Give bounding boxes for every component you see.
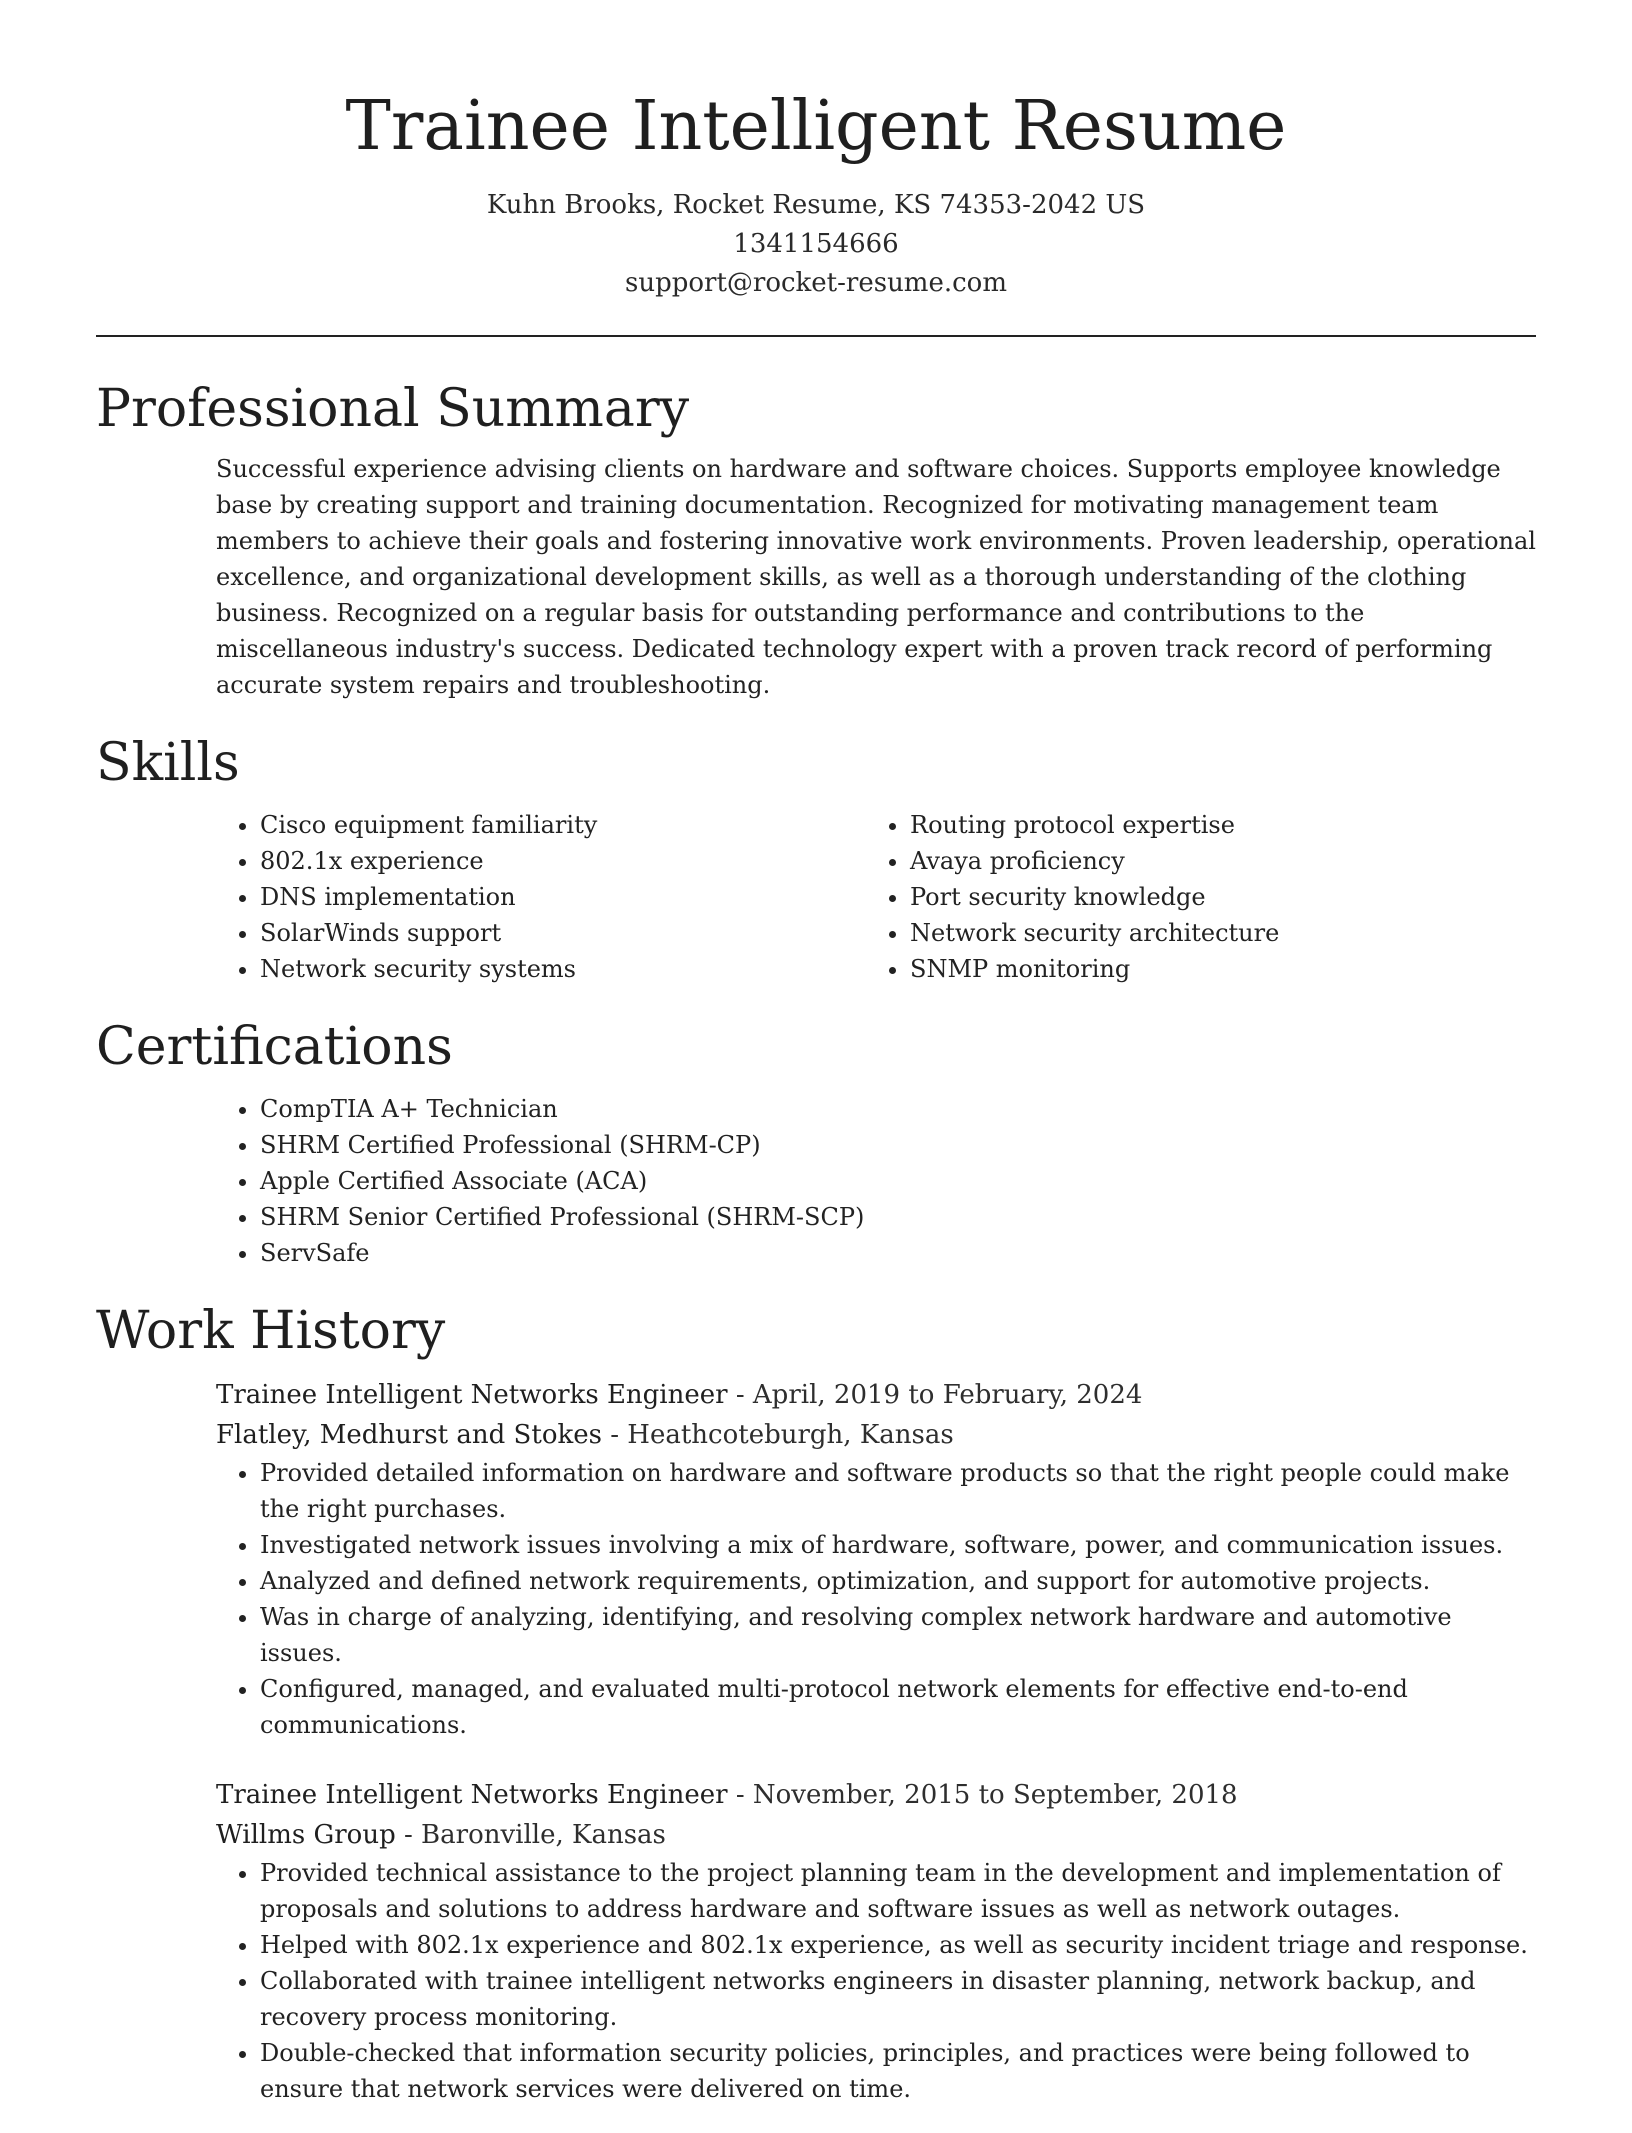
- work-history-section: [96, 1297, 1536, 2107]
- list-item: • Configured, managed, and evaluated multi-protocol network elements for effective end-to-end communications.: [260, 1671, 1536, 1743]
- job-entry: [216, 1775, 1536, 2107]
- list-item: • Network security architecture: [910, 915, 1516, 951]
- certifications-body: [216, 1091, 1536, 1271]
- list-item: • 802.1x experience: [260, 843, 866, 879]
- skills-grid: [216, 807, 1536, 987]
- certifications-heading: Certifications: [96, 1017, 453, 1077]
- job-title: Trainee Intelligent Networks Engineer: [216, 1380, 728, 1410]
- job-separator: -: [601, 1420, 628, 1450]
- list-item: • SHRM Certified Professional (SHRM-CP): [260, 1127, 1536, 1163]
- job-location: Baronville, Kansas: [421, 1820, 666, 1850]
- skills-list-left: [216, 807, 866, 987]
- certifications-list: [216, 1091, 1536, 1271]
- list-item: • SHRM Senior Certified Professional (SHRM-SCP): [260, 1199, 1536, 1235]
- resume-header: [96, 0, 1536, 303]
- summary-heading: Professional Summary: [96, 379, 690, 439]
- skills-list-right: [866, 807, 1516, 987]
- list-item: • Helped with 802.1x experience and 802.1x experience, as well as security incident triage and response.: [260, 1927, 1536, 1963]
- job-company: Flatley, Medhurst and Stokes: [216, 1420, 602, 1450]
- contact-address: Kuhn Brooks, Rocket Resume, KS 74353-2042 US: [486, 190, 1146, 220]
- skills-heading: Skills: [96, 733, 240, 793]
- job-duties-list: [216, 1855, 1536, 2107]
- list-item: • CompTIA A+ Technician: [260, 1091, 1536, 1127]
- job-company-line: [216, 1815, 1536, 1855]
- list-item: • Cisco equipment familiarity: [260, 807, 866, 843]
- list-item: • Routing protocol expertise: [910, 807, 1516, 843]
- list-item: • Network security systems: [260, 951, 866, 987]
- job-duties-list: [216, 1455, 1536, 1743]
- job-title: Trainee Intelligent Networks Engineer: [216, 1780, 728, 1810]
- list-item: • Double-checked that information security policies, principles, and practices were being followed to ensure that network services were delivered on time.: [260, 2035, 1536, 2107]
- contact-phone: 1341154666: [733, 229, 899, 259]
- list-item: • Investigated network issues involving a mix of hardware, software, power, and communication issues.: [260, 1527, 1536, 1563]
- job-separator: -: [395, 1820, 422, 1850]
- list-item: • SolarWinds support: [260, 915, 866, 951]
- work-history-body: [216, 1375, 1536, 2107]
- work-history-heading: Work History: [96, 1301, 446, 1361]
- job-entry: [216, 1375, 1536, 1743]
- job-title-line: [216, 1375, 1536, 1415]
- list-item: • Port security knowledge: [910, 879, 1516, 915]
- header-divider: [96, 335, 1536, 337]
- summary-section: [96, 375, 1536, 703]
- summary-text: Successful experience advising clients on hardware and software choices. Supports employee knowledge base by creating support and training documentation. Recognized for motivating management team members to achieve their goals and fostering innovative work environments. Proven leadership, operational excellence, and organizational development skills, as well as a thorough understanding of the clothing business. Recognized on a regular basis for outstanding performance and contributions to the miscellaneous industry's success. Dedicated technology expert with a proven track record of performing accurate system repairs and troubleshooting.: [216, 455, 1536, 699]
- list-item: • ServSafe: [260, 1235, 1536, 1271]
- skills-column-right: [866, 807, 1516, 987]
- skills-section: [96, 729, 1536, 987]
- job-location: Heathcoteburgh, Kansas: [627, 1420, 954, 1450]
- job-dates: April, 2019 to February, 2024: [752, 1380, 1143, 1410]
- certifications-section: [96, 1013, 1536, 1271]
- job-title-line: [216, 1775, 1536, 1815]
- list-item: • Collaborated with trainee intelligent networks engineers in disaster planning, network backup, and recovery process monitoring.: [260, 1963, 1536, 2035]
- list-item: • SNMP monitoring: [910, 951, 1516, 987]
- list-item: • DNS implementation: [260, 879, 866, 915]
- list-item: • Avaya proficiency: [910, 843, 1516, 879]
- job-dates: November, 2015 to September, 2018: [752, 1780, 1238, 1810]
- resume-page: [96, 0, 1536, 2133]
- summary-body: [216, 451, 1536, 703]
- job-separator: -: [727, 1380, 753, 1410]
- resume-name: Trainee Intelligent Resume: [345, 87, 1287, 166]
- list-item: • Analyzed and defined network requirements, optimization, and support for automotive projects.: [260, 1563, 1536, 1599]
- list-item: • Apple Certified Associate (ACA): [260, 1163, 1536, 1199]
- skills-column-left: [216, 807, 866, 987]
- job-company-line: [216, 1415, 1536, 1455]
- list-item: • Was in charge of analyzing, identifying, and resolving complex network hardware and automotive issues.: [260, 1599, 1536, 1671]
- job-separator: -: [727, 1780, 753, 1810]
- job-company: Willms Group: [216, 1820, 396, 1850]
- contact-email: support@rocket-resume.com: [624, 268, 1007, 298]
- list-item: • Provided detailed information on hardware and software products so that the right people could make the right purchases.: [260, 1455, 1536, 1527]
- list-item: • Provided technical assistance to the project planning team in the development and implementation of proposals and solutions to address hardware and software issues as well as network outages.: [260, 1855, 1536, 1927]
